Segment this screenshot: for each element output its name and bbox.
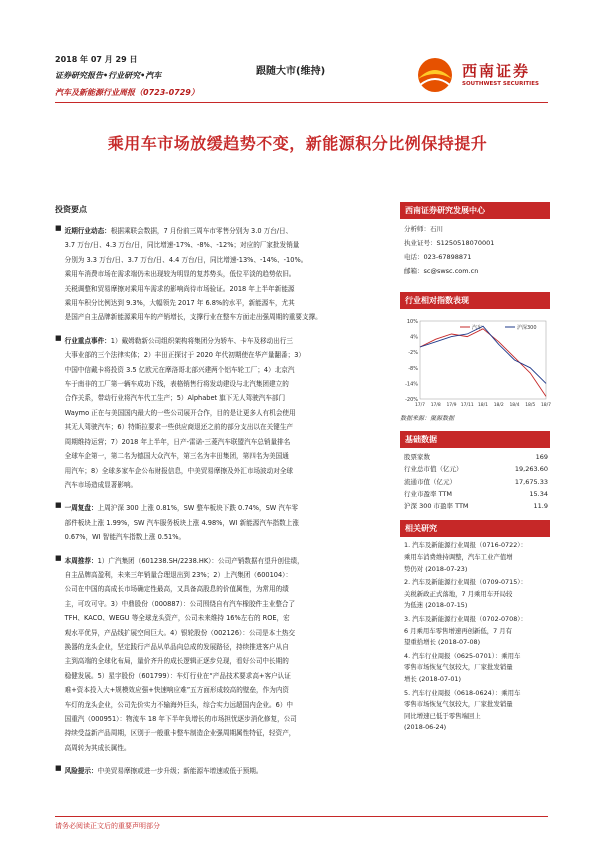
related-report-line: 1. 汽车及新能源行业周报（0716-0722）： bbox=[404, 541, 527, 550]
related-report-line: 关税新政正式落地，7 月乘用车开局较 bbox=[404, 589, 513, 598]
text-line: 车灯的龙头企业，公司先价实力不输海外巨头，综合实力远超国内企业。6）中 bbox=[64, 700, 294, 709]
related-report-line: 为低迷 (2018-07-15) bbox=[404, 601, 468, 610]
bullet-icon: ■ bbox=[55, 333, 62, 342]
related-report-line: 零售市场恢复气氛较大，厂家批发销量 bbox=[404, 663, 513, 672]
related-report-line: 乘用车消费维持调整，汽车工业产值增 bbox=[404, 553, 513, 562]
label-weekly-review: 一周复盘： bbox=[64, 504, 98, 513]
basic-data-label: 股票家数 bbox=[404, 453, 430, 461]
basic-data-row bbox=[404, 451, 548, 463]
basic-data-value: 19,263.60 bbox=[514, 465, 548, 474]
text-line: 难+资本投入大+规模效应强+快速响应难”五方面形成较高的壁垒，作为内资 bbox=[64, 686, 290, 695]
chart-y-tick-label: -20% bbox=[405, 397, 418, 403]
rating: 跟随大市(维持) bbox=[256, 66, 326, 77]
text-line: 关税调整和贸易摩擦对乘用车需求的影响尚待市场验证。2018 年上半年新能源 bbox=[64, 284, 295, 293]
chart-x-tick-label: 17/8 bbox=[430, 403, 441, 408]
text-line: 上周沪深 300 上涨 0.81%，SW 整车板块下跌 0.74%，SW 汽车零 bbox=[97, 504, 299, 513]
text-line: 1）戴姆勒新公司组织架构将集团分为轿车、卡车及移动出行三 bbox=[110, 336, 294, 345]
label-key-events: 行业重点事件： bbox=[64, 336, 111, 345]
chart-source: 数据来源：聚源数据 bbox=[400, 415, 455, 422]
chart-legend-label: 汽车 bbox=[472, 325, 483, 331]
paragraph-weekly-review bbox=[55, 501, 385, 544]
label-recommendations: 本周推荐： bbox=[64, 556, 98, 565]
text-line: TFH、KACO、WEGU 等全球龙头资产，公司未来维持 16%左右的 ROE，宏 bbox=[64, 614, 290, 623]
chart-x-tick-label: 18/7 bbox=[540, 403, 552, 408]
bullet-icon: ■ bbox=[55, 501, 62, 510]
main-column bbox=[55, 204, 385, 779]
cert-label: 执业证号： bbox=[404, 239, 437, 247]
related-report-line: 2. 汽车及新能源行业周报（0709-0715）： bbox=[404, 578, 527, 587]
text-line: 公司在中国的高成长市场确定性最高，又具备高股息的价值属性，为常用的绩 bbox=[64, 585, 289, 594]
analyst-name: 石川 bbox=[430, 225, 443, 233]
company-logo-icon bbox=[410, 55, 460, 95]
email-row bbox=[404, 264, 550, 278]
related-report-line: 3. 汽车及新能源行业周报（0702-0708）： bbox=[404, 615, 527, 624]
text-line: 其无人驾驶汽车；6）特斯拉要求一些供应商退还之前的部分支出以在关键生产 bbox=[64, 423, 294, 432]
chart-plot-area bbox=[420, 321, 546, 399]
text-line: Waymo 正在与美国国内最大的一些公司展开合作，目的是让更多人有机会使用 bbox=[64, 408, 296, 417]
text-line: 稳健发展。5）星宇股份（601799）：车灯行业在“产品技术要求高+客户认证 bbox=[64, 671, 291, 680]
chart-series-line-0 bbox=[420, 329, 546, 397]
bullet-icon: ■ bbox=[55, 553, 62, 562]
paragraph-risk bbox=[55, 764, 385, 778]
related-report-link[interactable] bbox=[404, 577, 550, 612]
chart-x-tick-label: 18/4 bbox=[509, 403, 520, 408]
paragraph-industry-news bbox=[55, 224, 385, 325]
text-line: 车于南非的工厂第一辆车成功下线，表格销售行将发动建设与北汽集团建立的 bbox=[64, 380, 289, 389]
text-line: 3.7 万台/日、4.3 万台/日，同比增速-17%、-8%、-12%；对应的厂家批发销量 bbox=[64, 241, 300, 250]
related-report-line: (2018-06-24) bbox=[404, 723, 447, 732]
text-line: 部件板块上涨 1.99%，SW 汽车服务板块上涨 4.98%，WI 新能源汽车指数上涨 bbox=[64, 518, 299, 527]
section-title: 投资要点 bbox=[55, 205, 87, 214]
phone-row bbox=[404, 250, 550, 264]
basic-data-row bbox=[404, 500, 548, 512]
related-report-link[interactable] bbox=[404, 651, 550, 686]
related-report-line: 增长 (2018-07-01) bbox=[404, 675, 461, 684]
basic-data-row bbox=[404, 488, 548, 500]
email-link[interactable]: sc@swsc.com.cn bbox=[423, 267, 479, 275]
text-line: 全球车企第一，第二名为德国大众汽车，第三名为丰田集团，第四名为美国通 bbox=[64, 452, 289, 461]
text-line: 自主品牌高盈利，未来三年销量合理退出到 23%；2）上汽集团（600104）： bbox=[64, 570, 293, 579]
text-line: 国重汽（000951）：物流车 18 年下半年负增长的市场担忧逐步消化修复，公司 bbox=[64, 715, 297, 723]
text-line: 换器的龙头企业，坚定践行产品从单品向总成的发展路径，持续推进客户从自 bbox=[64, 642, 289, 651]
cert-number: S1250518070001 bbox=[436, 239, 495, 247]
related-report-line: 势仍对 (2018-07-23) bbox=[404, 564, 468, 573]
related-report-link[interactable] bbox=[404, 614, 550, 649]
chart-y-tick-label: 4% bbox=[410, 334, 418, 341]
team-title: 西南证券研究发展中心 bbox=[400, 202, 550, 219]
text-line: 1）广汽集团（601238.SH/2238.HK）：公司产销数据有望升创佳绩， bbox=[97, 556, 304, 565]
bullet-icon: ■ bbox=[55, 764, 62, 773]
text-line: 是国产自主品牌新能源乘用车的产销增长，支撑行业在整车方面走出强周期的重要支撑。 bbox=[64, 313, 322, 322]
phone-number: 023-67898871 bbox=[423, 253, 472, 261]
chart-x-tick-label: 18/1 bbox=[477, 403, 489, 408]
basic-data-label: 行业总市值（亿元） bbox=[404, 465, 463, 474]
basic-data-value: 11.9 bbox=[533, 502, 548, 511]
footer-divider bbox=[55, 816, 548, 817]
text-line: 中美贸易摩擦或进一步升级；新能源车增速或低于预期。 bbox=[97, 767, 263, 776]
text-line: 主到高端的全球化布局，量价齐升的成长逻辑正逐步兑现，看好公司中长期的 bbox=[64, 657, 289, 666]
related-report-line: 同比增速已低于零售端回上 bbox=[404, 711, 481, 720]
sidebar bbox=[400, 202, 550, 736]
header-divider bbox=[55, 102, 548, 103]
text-line: 乘用车积分比例达到 9.3%，大幅领先 2017 年 6.8%的水平，新能源车，尤其 bbox=[64, 299, 295, 308]
email-label: 邮箱： bbox=[404, 267, 424, 275]
related-report-link[interactable] bbox=[404, 540, 550, 575]
related-report-line: 6 月乘用车零售增速再创新低，7 月有 bbox=[404, 626, 513, 635]
analyst-label: 分析师： bbox=[404, 225, 430, 233]
phone-label: 电话： bbox=[404, 253, 424, 261]
basic-data-value: 15.34 bbox=[529, 489, 548, 498]
text-line: 汽车市场造成显著影响。 bbox=[64, 480, 138, 489]
chart-x-tick-label: 18/5 bbox=[525, 403, 536, 408]
paragraph-recommendations bbox=[55, 554, 385, 756]
chart-y-tick-label: -14% bbox=[405, 381, 418, 388]
relative-index-chart bbox=[400, 311, 550, 411]
paragraph-key-events bbox=[55, 334, 385, 492]
cert-row bbox=[404, 236, 550, 250]
chart-x-tick-label: 17/7 bbox=[414, 403, 426, 408]
text-line: 观水平优异，产品线扩展空间巨大。4）银轮股份（002126）：公司是本土热交 bbox=[64, 628, 296, 637]
text-line: 持续受益新产品周期，区别于一般重卡整车制造企业强周期属性特征，轻资产， bbox=[64, 729, 296, 738]
text-line: 中国中信戴卡将投资 3.5 亿欧元在摩洛哥北部兴建两个铝车轮工厂；4）北京汽 bbox=[64, 365, 295, 374]
chart-x-tick-label: 17/9 bbox=[446, 403, 457, 408]
related-list bbox=[400, 537, 550, 734]
basic-data-label: 行业市盈率 TTM bbox=[404, 489, 453, 498]
text-line: 用汽车；8）全球多家车企公布财报信息，中美贸易摩擦及外汇市场波动对全球 bbox=[64, 466, 294, 475]
basic-data-value: 169 bbox=[535, 453, 548, 461]
related-report-line: 望重拾增长 (2018-07-08) bbox=[404, 638, 481, 647]
text-line: 合作关系，带动行业将汽车代工生产；5）Alphabet 旗下无人驾驶汽车部门 bbox=[64, 394, 286, 403]
text-line: 主，可攻可守。3）中鼎股份（000887）：公司围绕自有汽车橡胶件主业整合了 bbox=[64, 599, 296, 608]
label-risk: 风险提示： bbox=[64, 767, 98, 776]
label-industry-news: 近期行业动态： bbox=[64, 227, 111, 235]
basic-data-label: 沪深 300 市盈率 TTM bbox=[404, 502, 469, 511]
footer-disclaimer: 请务必阅读正文后的重要声明部分 bbox=[55, 822, 160, 830]
related-report-line: 零售市场恢复气氛较大，厂家批发销量 bbox=[404, 700, 513, 709]
related-report-link[interactable] bbox=[404, 688, 550, 734]
basic-data-row bbox=[404, 463, 548, 475]
analyst-row bbox=[404, 222, 550, 236]
text-line: 分别为 3.3 万台/日、3.7 万台/日、4.4 万台/日，同比增速-13%、-14%、-10%。 bbox=[64, 255, 308, 264]
report-series: 汽车及新能源行业周报（0723-0729） bbox=[55, 88, 199, 97]
text-line: 大事业部的三个法律实体；2）丰田正探讨于 2020 年代初期使在华产量翻番；3） bbox=[64, 351, 305, 360]
text-line: 乘用车消费市场在需求端仍未出现较为明显的复苏势头，低位平淡的趋势依旧。 bbox=[64, 270, 296, 279]
text-line: 0.67%，WI 智能汽车指数上涨 0.51%。 bbox=[64, 533, 186, 542]
chart-x-tick-label: 17/11 bbox=[460, 403, 474, 408]
text-line: 周期维持运营；7）2018 年上半年，日产-雷诺-三菱汽车联盟汽车总销量排名 bbox=[64, 437, 291, 446]
chart-series-line-1 bbox=[420, 326, 546, 383]
report-date: 2018 年 07 月 29 日 bbox=[55, 55, 138, 64]
basic-data-title: 基础数据 bbox=[400, 431, 550, 448]
basic-data-value: 17,675.33 bbox=[514, 477, 548, 486]
text-line: 高周转为其成长属性。 bbox=[64, 743, 131, 752]
logo-en: SOUTHWEST SECURITIES bbox=[462, 81, 539, 87]
related-report-line: 4. 汽车行业周报（0625-0701）：乘用车 bbox=[404, 651, 521, 660]
basic-data-list bbox=[400, 448, 550, 512]
report-type: 证券研究报告•行业研究•汽车 bbox=[55, 71, 162, 80]
related-report-line: 5. 汽车行业周报（0618-0624）：乘用车 bbox=[404, 688, 521, 697]
index-title: 行业相对指数表现 bbox=[400, 292, 550, 309]
chart-x-tick-label: 18/2 bbox=[493, 403, 504, 408]
chart-legend-label: 沪深300 bbox=[517, 325, 537, 331]
chart-y-tick-label: 10% bbox=[406, 319, 418, 325]
chart-y-tick-label: -8% bbox=[408, 365, 418, 372]
related-title: 相关研究 bbox=[400, 520, 550, 537]
logo-cn: 西南证券 bbox=[462, 62, 531, 80]
basic-data-label: 流通市值（亿元） bbox=[404, 477, 456, 486]
basic-data-row bbox=[404, 476, 548, 488]
chart-y-tick-label: -2% bbox=[408, 350, 418, 357]
text-line: 根据乘联会数据，7 月份前三周车市零售分别为 3.0 万台/日、 bbox=[110, 227, 293, 235]
page-title: 乘用车市场放缓趋势不变，新能源积分比例保持提升 bbox=[107, 134, 488, 153]
bullet-icon: ■ bbox=[55, 224, 62, 232]
